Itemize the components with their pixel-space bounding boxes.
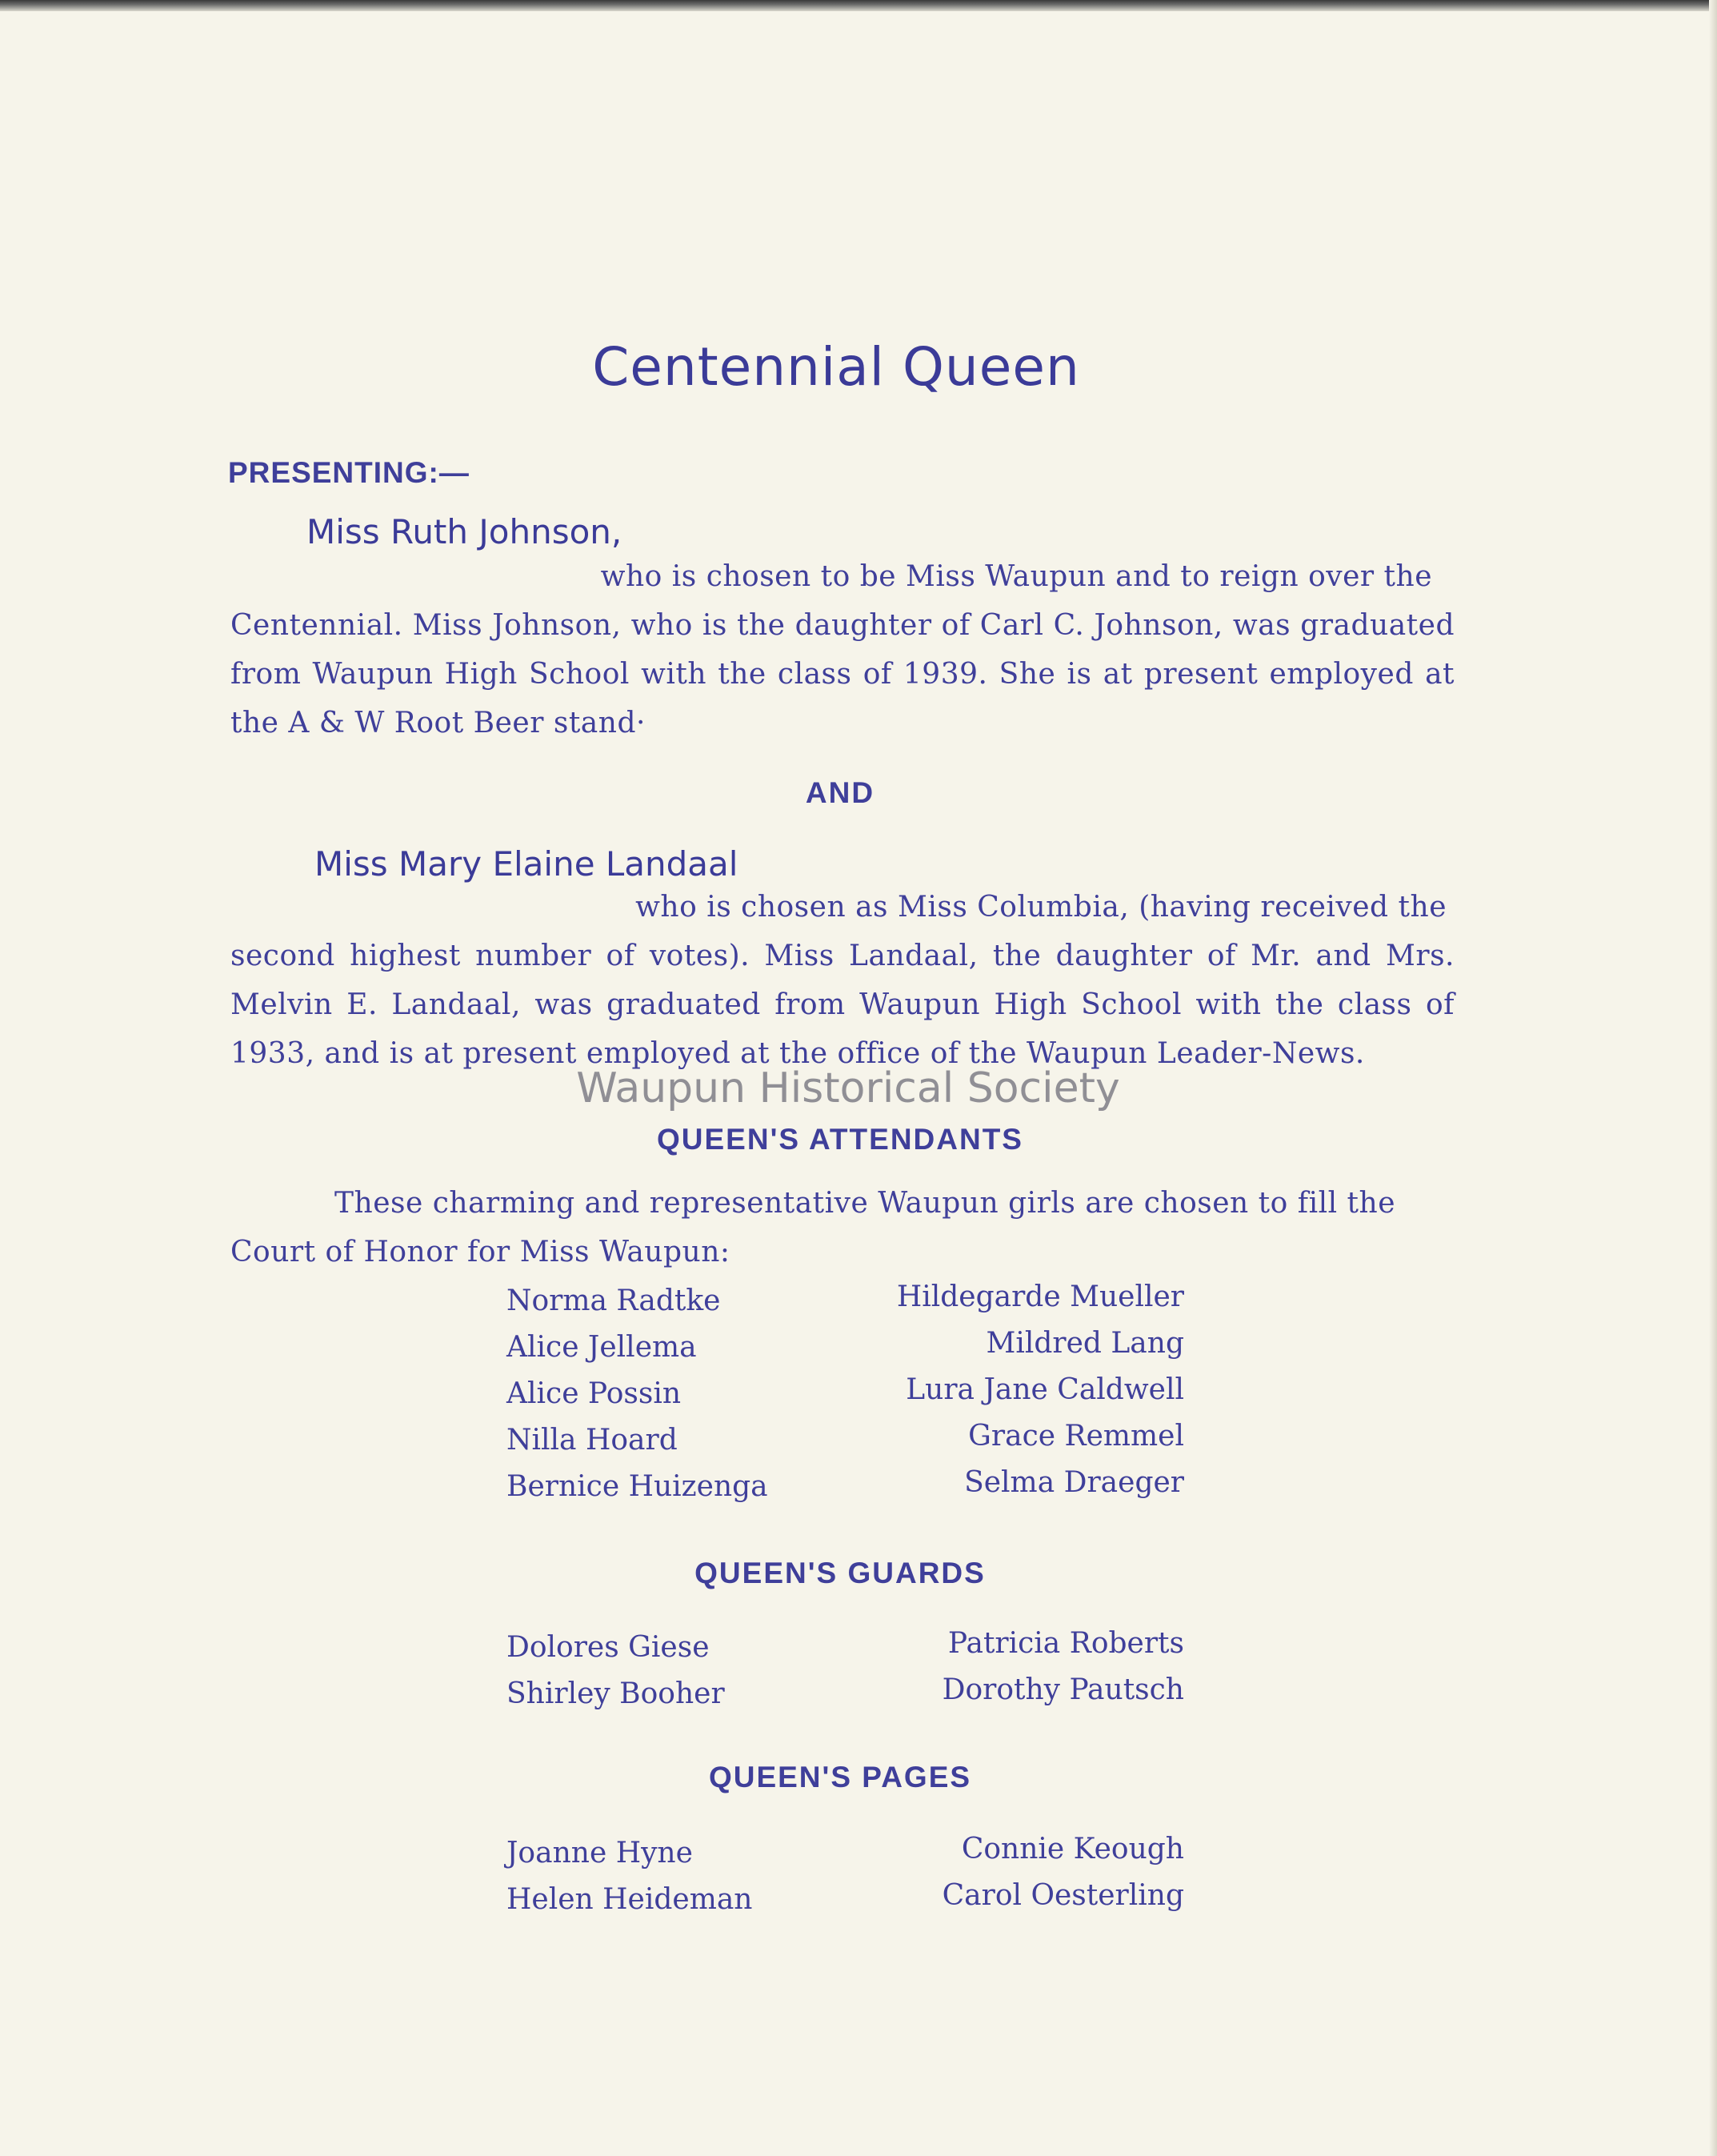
list-item: Dolores Giese — [506, 1631, 710, 1664]
list-item: Joanne Hyne — [506, 1837, 693, 1869]
list-item: Lura Jane Caldwell — [906, 1373, 1184, 1406]
and-heading: AND — [805, 776, 875, 809]
attendants-intro — [230, 1179, 1455, 1276]
list-item: Helen Heideman — [506, 1883, 753, 1916]
guards-heading: QUEEN'S GUARDS — [694, 1557, 986, 1589]
attendants-intro-line2: Court of Honor for Miss Waupun: — [230, 1236, 730, 1268]
watermark: Waupun Historical Society — [576, 1064, 1120, 1112]
list-item: Grace Remmel — [968, 1420, 1184, 1453]
pages-heading: QUEEN'S PAGES — [708, 1761, 972, 1793]
list-item: Alice Possin — [506, 1377, 682, 1410]
queen-description-rest: Centennial. Miss Johnson, who is the daughter of Carl C. Johnson, was graduated from Waupun High School with the class of 1939. She is at present employed at the A & W Root Beer stand· — [230, 609, 1455, 739]
runner-up-description-line1: who is chosen as Miss Columbia, (having received the — [635, 891, 1447, 924]
runner-up-name: Miss Mary Elaine Landaal — [314, 844, 738, 884]
guards-left-column — [506, 1625, 725, 1717]
list-item: Bernice Huizenga — [506, 1470, 768, 1503]
list-item: Alice Jellema — [506, 1331, 697, 1364]
pages-left-column — [506, 1830, 753, 1923]
attendants-left-column — [506, 1278, 768, 1510]
attendants-heading: QUEEN'S ATTENDANTS — [657, 1123, 1023, 1156]
list-item: Carol Oesterling — [942, 1879, 1184, 1912]
list-item: Nilla Hoard — [506, 1424, 678, 1457]
list-item: Hildegarde Mueller — [896, 1280, 1184, 1313]
queen-description-line1: who is chosen to be Miss Waupun and to reign over the — [600, 560, 1432, 593]
page-title: Centennial Queen — [592, 336, 1080, 398]
list-item: Connie Keough — [961, 1833, 1184, 1865]
list-item: Dorothy Pautsch — [942, 1673, 1184, 1706]
runner-up-description — [230, 883, 1455, 1078]
queen-name: Miss Ruth Johnson, — [306, 512, 622, 551]
list-item: Shirley Booher — [506, 1677, 725, 1710]
pages-right-column — [848, 1826, 1184, 1919]
guards-right-column — [848, 1621, 1184, 1713]
list-item: Norma Radtke — [506, 1284, 721, 1317]
runner-up-description-rest: second highest number of votes). Miss Landaal, the daughter of Mr. and Mrs. Melvin E. Landaal, was graduated from Waupun High School with the class of 1933, and is at present employed at the office of the Waupun Leader-News. — [230, 940, 1455, 1070]
list-item: Selma Draeger — [964, 1466, 1184, 1499]
list-item: Patricia Roberts — [947, 1627, 1184, 1660]
queen-description — [230, 552, 1455, 747]
attendants-right-column — [848, 1274, 1184, 1506]
list-item: Mildred Lang — [986, 1327, 1184, 1360]
presenting-label: PRESENTING:— — [228, 456, 470, 489]
attendants-intro-line1: These charming and representative Waupun girls are chosen to fill the — [334, 1187, 1396, 1220]
